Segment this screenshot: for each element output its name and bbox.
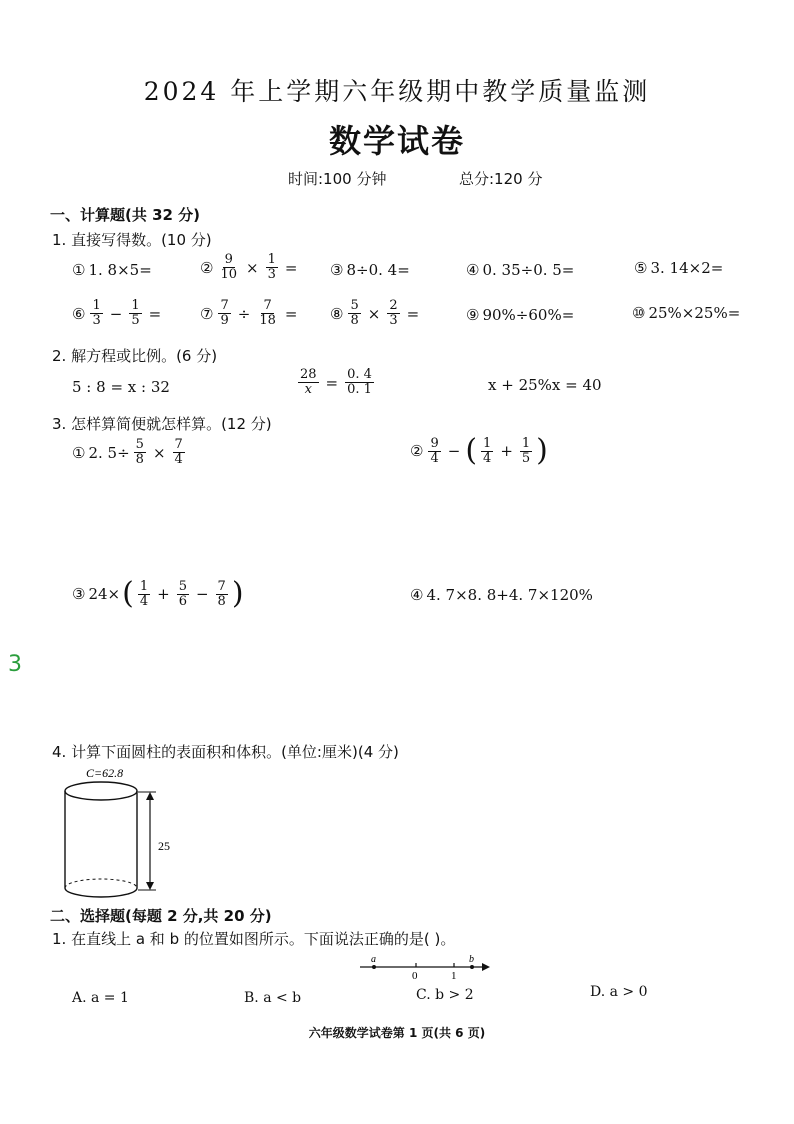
fraction: $\frac{1}{3}$ bbox=[92, 298, 101, 328]
section-2-title: 二、选择题(每题 2 分,共 20 分) bbox=[50, 907, 272, 925]
fraction: $\frac{9}{4}$ bbox=[430, 435, 439, 466]
exam-total-score: 总分:120 分 bbox=[459, 170, 543, 188]
cylinder-diagram bbox=[56, 764, 186, 900]
fraction: $\frac{7}{8}$ bbox=[217, 578, 226, 609]
height-label: 25 bbox=[158, 839, 170, 853]
question-1-title: 1. 直接写得数。(10 分) bbox=[52, 231, 212, 249]
number-line bbox=[356, 952, 496, 982]
simplify-problem-1: ① 2. 5÷ $\frac{5}{8}$ × $\frac{7}{4}$ bbox=[72, 437, 183, 467]
equation-1: 5 : 8 = x : 32 bbox=[72, 378, 170, 396]
fraction: $\frac{1}{5}$ bbox=[521, 435, 531, 466]
fraction: $\frac{0. 4}{0. 1}$ bbox=[347, 367, 372, 397]
handwritten-mark: 3 bbox=[8, 652, 22, 677]
point-a bbox=[372, 965, 376, 969]
option-c[interactable]: C. b > 2 bbox=[416, 987, 474, 1003]
label-a: a bbox=[371, 954, 376, 965]
arrow-up-icon bbox=[146, 792, 154, 800]
choice-question-1: 1. 在直线上 a 和 b 的位置如图所示。下面说法正确的是( )。 bbox=[52, 930, 456, 948]
cylinder-bottom-hidden bbox=[65, 879, 137, 888]
simplify-problem-4: ④ 4. 7×8. 8+4. 7×120% bbox=[410, 586, 593, 604]
point-b bbox=[470, 965, 474, 969]
simplify-problem-2: ② $\frac{9}{4}$ − ( $\frac{1}{4}$ + $\frac{1}{5}$ ) bbox=[410, 433, 548, 468]
fraction: $\frac{1}{5}$ bbox=[131, 298, 140, 328]
fraction: $\frac{7}{9}$ bbox=[220, 298, 229, 328]
fraction: $\frac{5}{6}$ bbox=[178, 578, 187, 609]
fraction: $\frac{1}{4}$ bbox=[139, 578, 149, 609]
simplify-problem-3: ③ 24× ( $\frac{1}{4}$ + $\frac{5}{6}$ − $\frac{7}{8}$ ) bbox=[72, 576, 244, 611]
fraction: $\frac{1}{3}$ bbox=[267, 252, 276, 282]
option-b[interactable]: B. a < b bbox=[244, 990, 302, 1006]
calc-item-5: ⑤ 3. 14×2= bbox=[634, 259, 724, 277]
calc-item-1: ① 1. 8×5= bbox=[72, 261, 152, 279]
question-3-title: 3. 怎样算简便就怎样算。(12 分) bbox=[52, 415, 272, 433]
fraction: $\frac{7}{18}$ bbox=[259, 298, 276, 328]
section-1-title: 一、计算题(共 32 分) bbox=[50, 206, 201, 224]
question-4-title: 4. 计算下面圆柱的表面积和体积。(单位:厘米)(4 分) bbox=[52, 743, 399, 761]
fraction: $\frac{7}{4}$ bbox=[174, 437, 183, 467]
cylinder-bottom-front bbox=[65, 888, 137, 897]
calc-item-6: ⑥ $\frac{1}{3}$ − $\frac{1}{5}$ = bbox=[72, 298, 162, 328]
fraction: $\frac{5}{8}$ bbox=[350, 298, 359, 328]
arrow-down-icon bbox=[146, 882, 154, 890]
fraction: $\frac{9}{10}$ bbox=[220, 252, 237, 282]
option-d[interactable]: D. a > 0 bbox=[590, 984, 648, 1000]
calc-item-9: ⑨ 90%÷60%= bbox=[466, 306, 575, 324]
label-one: 1 bbox=[451, 970, 457, 982]
exam-time: 时间:100 分钟 bbox=[288, 170, 387, 188]
exam-title: 2024 年上学期六年级期中教学质量监测 bbox=[143, 77, 651, 106]
calc-item-8: ⑧ $\frac{5}{8}$ × $\frac{2}{3}$ = bbox=[330, 298, 420, 328]
page-footer: 六年级数学试卷第 1 页(共 6 页) bbox=[308, 1026, 486, 1040]
fraction: $\frac{2}{3}$ bbox=[389, 298, 398, 328]
equation-3: x + 25%x = 40 bbox=[488, 376, 602, 394]
calc-item-2: ② $\frac{9}{10}$ × $\frac{1}{3}$ = bbox=[200, 252, 298, 282]
calc-item-7: ⑦ $\frac{7}{9}$ ÷ $\frac{7}{18}$ = bbox=[200, 298, 298, 328]
label-b: b bbox=[469, 954, 474, 965]
calc-item-10: ⑩ 25%×25%= bbox=[632, 304, 741, 322]
circumference-label: C=62.8 bbox=[86, 766, 124, 780]
option-a[interactable]: A. a = 1 bbox=[72, 990, 129, 1006]
calc-item-4: ④ 0. 35÷0. 5= bbox=[466, 261, 575, 279]
fraction: $\frac{28}{x}$ bbox=[300, 367, 317, 397]
arrow-right-icon bbox=[482, 963, 490, 971]
equation-2: $\frac{28}{x}$ = $\frac{0. 4}{0. 1}$ bbox=[300, 367, 372, 397]
label-zero: 0 bbox=[412, 970, 418, 982]
calc-item-3: ③ 8÷0. 4= bbox=[330, 261, 410, 279]
cylinder-top bbox=[65, 782, 137, 800]
exam-subtitle: 数学试卷 bbox=[328, 122, 465, 160]
fraction: $\frac{1}{4}$ bbox=[483, 435, 492, 466]
question-2-title: 2. 解方程或比例。(6 分) bbox=[52, 347, 218, 365]
fraction: $\frac{5}{8}$ bbox=[135, 437, 144, 467]
